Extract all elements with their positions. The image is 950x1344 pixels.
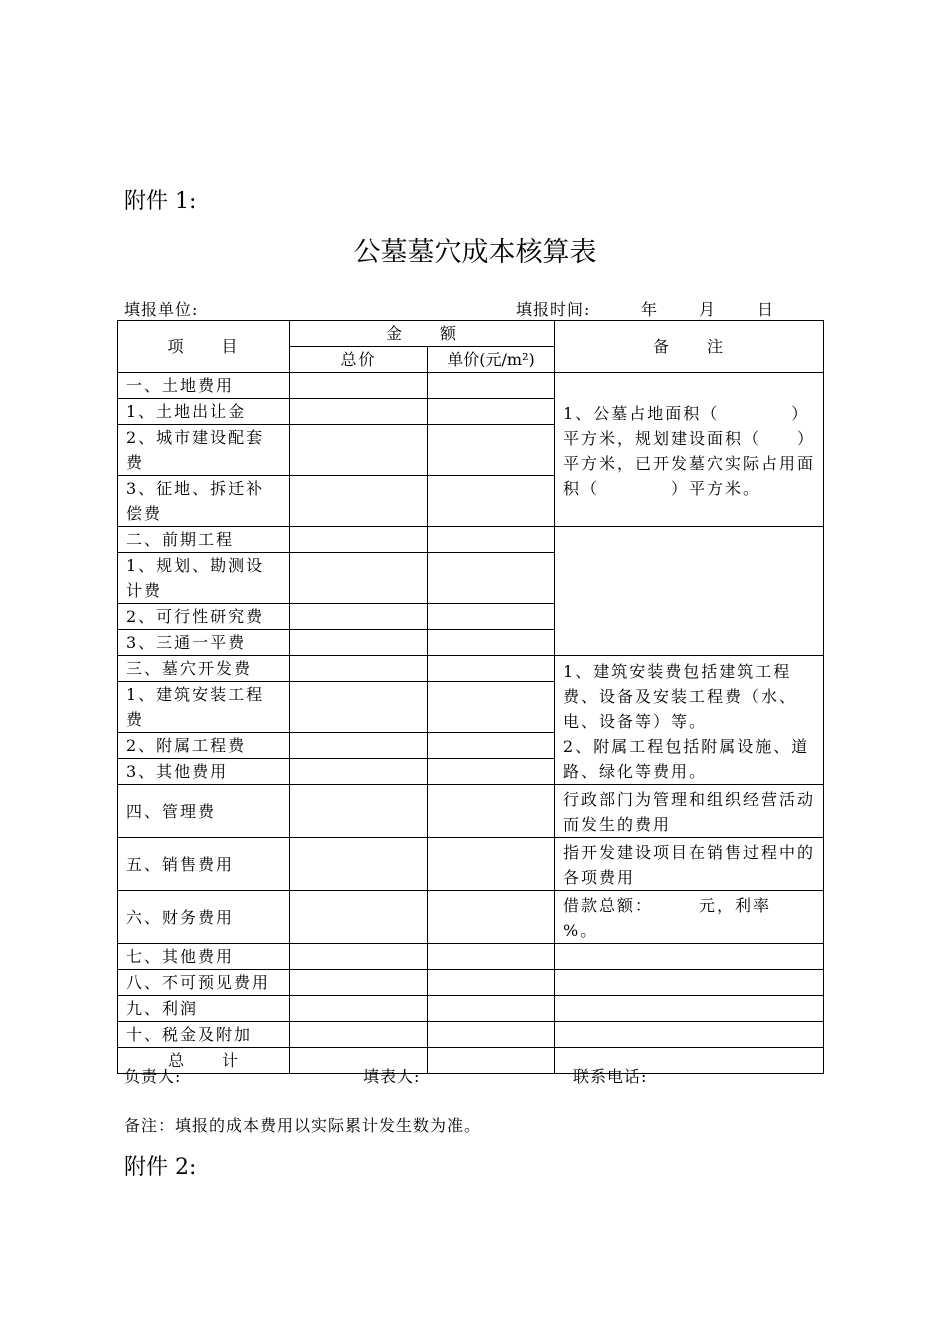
- filler-label: 填表人:: [363, 1067, 421, 1086]
- cell-unit-price[interactable]: [428, 970, 555, 996]
- remark-sales-text: 指开发建设项目在销售过程中的各项费用: [563, 843, 816, 887]
- cell-total[interactable]: [290, 527, 428, 553]
- col-item-header: 项 目: [118, 321, 290, 373]
- footnote: 备注：填报的成本费用以实际累计发生数为准。: [124, 1116, 482, 1135]
- col-amount-header: 金 额: [290, 321, 555, 347]
- row-planning-survey: 1、规划、勘测设计费: [118, 553, 290, 604]
- cell-remark[interactable]: [555, 1022, 824, 1048]
- fill-unit-label: 填报单位:: [124, 300, 199, 319]
- cell-unit-price[interactable]: [428, 399, 555, 425]
- page-title: 公墓墓穴成本核算表: [353, 237, 597, 268]
- cell-remark[interactable]: [555, 944, 824, 970]
- phone-label: 联系电话:: [573, 1067, 648, 1086]
- cell-unit-price[interactable]: [428, 838, 555, 891]
- cell-unit-price[interactable]: [428, 1048, 555, 1074]
- remark-development: [555, 656, 824, 785]
- responsible-label: 负责人:: [124, 1067, 182, 1086]
- remark-finance-text: 借款总额： 元，利率 %。: [563, 896, 808, 940]
- row-ancillary: 2、附属工程费: [118, 733, 290, 759]
- cell-total[interactable]: [290, 630, 428, 656]
- cell-total[interactable]: [290, 604, 428, 630]
- cell-unit-price[interactable]: [428, 759, 555, 785]
- row-land-fee: 一、土地费用: [118, 373, 290, 399]
- row-grand-total: 总 计: [118, 1048, 290, 1074]
- cell-total[interactable]: [290, 759, 428, 785]
- row-other-fee: 七、其他费用: [118, 944, 290, 970]
- cost-table: [117, 320, 824, 1074]
- year-label: 年: [641, 300, 659, 319]
- row-site-prep: 3、三通一平费: [118, 630, 290, 656]
- cell-unit-price[interactable]: [428, 527, 555, 553]
- col-remark-header: 备 注: [555, 321, 824, 373]
- row-land-compensation: 3、征地、拆迁补偿费: [118, 476, 290, 527]
- remark-development-2: 2、附属工程包括附属设施、道路、绿化等费用。: [563, 736, 810, 781]
- cell-unit-price[interactable]: [428, 425, 555, 476]
- row-sales: 五、销售费用: [118, 838, 290, 891]
- fill-date-label: 填报时间:: [516, 300, 591, 319]
- cell-total[interactable]: [290, 682, 428, 733]
- cell-unit-price[interactable]: [428, 944, 555, 970]
- cell-total[interactable]: [290, 399, 428, 425]
- cell-total[interactable]: [290, 553, 428, 604]
- row-land-transfer: 1、土地出让金: [118, 399, 290, 425]
- cell-total[interactable]: [290, 944, 428, 970]
- annex-2-label: 附件 2:: [124, 1155, 197, 1180]
- cell-unit-price[interactable]: [428, 604, 555, 630]
- remark-sales: [555, 838, 824, 891]
- cell-unit-price[interactable]: [428, 785, 555, 838]
- annex-1-label: 附件 1:: [124, 189, 197, 214]
- cell-total[interactable]: [290, 1022, 428, 1048]
- cell-unit-price[interactable]: [428, 553, 555, 604]
- cell-remark[interactable]: [555, 996, 824, 1022]
- cell-total[interactable]: [290, 996, 428, 1022]
- cell-unit-price[interactable]: [428, 476, 555, 527]
- col-total-header: 总价: [290, 347, 428, 373]
- cell-unit-price[interactable]: [428, 373, 555, 399]
- day-label: 日: [757, 300, 775, 319]
- cell-unit-price[interactable]: [428, 891, 555, 944]
- month-label: 月: [699, 300, 717, 319]
- remark-preliminary: [555, 527, 824, 656]
- remark-finance: [555, 891, 824, 944]
- remark-land: [555, 373, 824, 527]
- row-contingency: 八、不可预见费用: [118, 970, 290, 996]
- cell-unit-price[interactable]: [428, 996, 555, 1022]
- cell-total[interactable]: [290, 373, 428, 399]
- row-tax: 十、税金及附加: [118, 1022, 290, 1048]
- row-tomb-development: 三、墓穴开发费: [118, 656, 290, 682]
- cell-unit-price[interactable]: [428, 733, 555, 759]
- row-management: 四、管理费: [118, 785, 290, 838]
- cell-total[interactable]: [290, 891, 428, 944]
- col-unit-price-header: 单价(元/m²): [428, 347, 555, 373]
- cell-total[interactable]: [290, 970, 428, 996]
- row-other-dev: 3、其他费用: [118, 759, 290, 785]
- cell-total[interactable]: [290, 425, 428, 476]
- remark-development-1: 1、建筑安装费包括建筑工程费、设备及安装工程费（水、电、设备等）等。: [563, 661, 798, 731]
- row-construction-install: 1、建筑安装工程费: [118, 682, 290, 733]
- cell-unit-price[interactable]: [428, 682, 555, 733]
- cell-total[interactable]: [290, 733, 428, 759]
- cell-total[interactable]: [290, 476, 428, 527]
- cell-unit-price[interactable]: [428, 630, 555, 656]
- cell-total[interactable]: [290, 838, 428, 891]
- row-profit: 九、利润: [118, 996, 290, 1022]
- remark-land-text: 1、公墓占地面积（ ）平方米，规划建设面积（ ）平方米，已开发墓穴实际占用面积（ ）平方米。: [563, 403, 816, 498]
- cell-remark[interactable]: [555, 970, 824, 996]
- row-finance: 六、财务费用: [118, 891, 290, 944]
- cell-total[interactable]: [290, 785, 428, 838]
- row-preliminary: 二、前期工程: [118, 527, 290, 553]
- cell-unit-price[interactable]: [428, 656, 555, 682]
- cell-unit-price[interactable]: [428, 1022, 555, 1048]
- row-feasibility: 2、可行性研究费: [118, 604, 290, 630]
- row-city-construction: 2、城市建设配套费: [118, 425, 290, 476]
- cell-total[interactable]: [290, 656, 428, 682]
- remark-management-text: 行政部门为管理和组织经营活动而发生的费用: [563, 790, 816, 834]
- remark-management: [555, 785, 824, 838]
